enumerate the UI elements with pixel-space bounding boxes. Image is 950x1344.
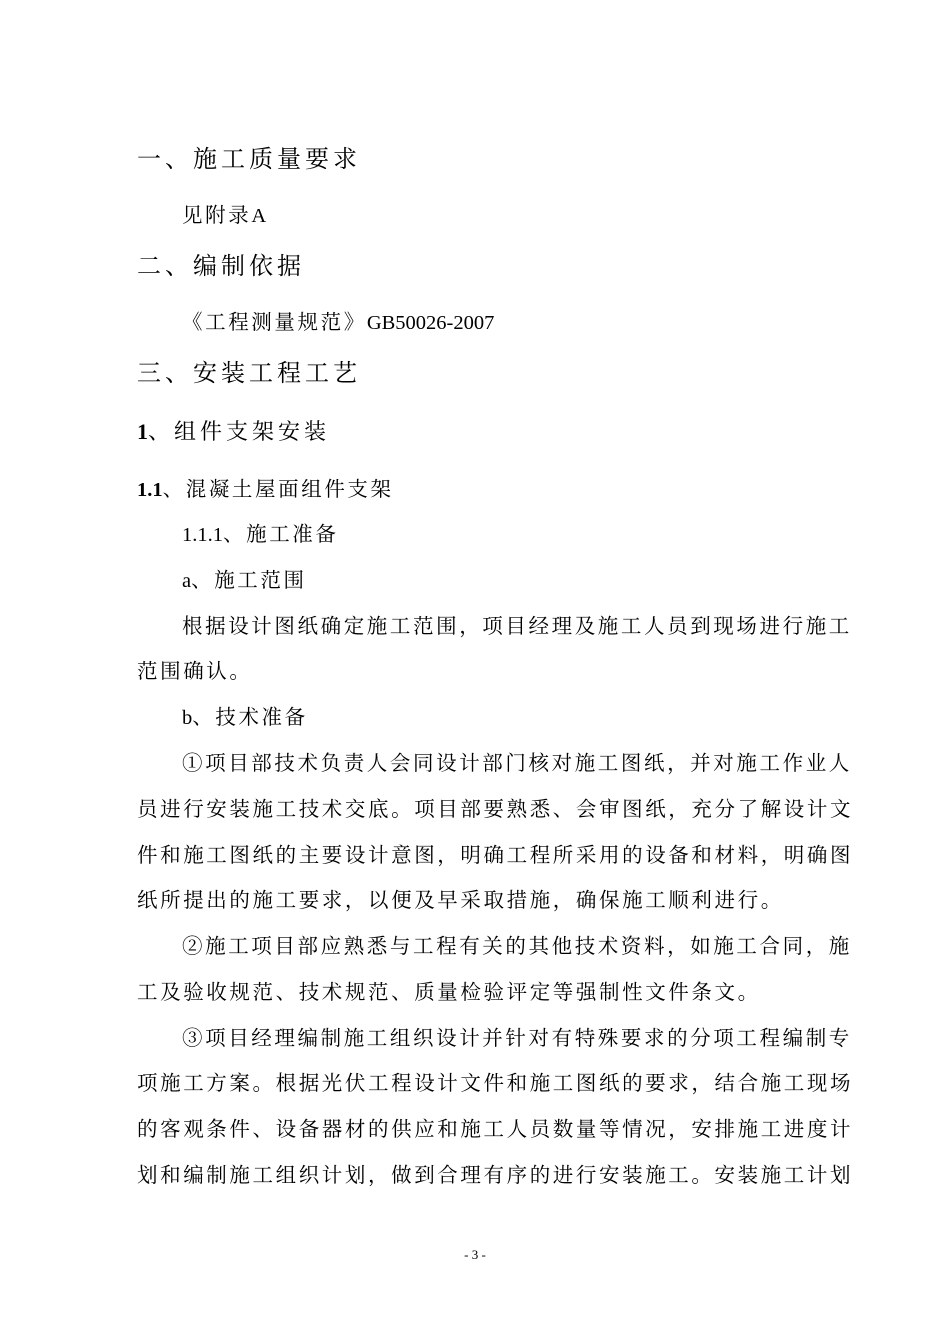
paragraph-a-line: 根据设计图纸确定施工范围，项目经理及施工人员到现场进行施工	[182, 614, 852, 638]
page-number: - 3 -	[464, 1247, 486, 1262]
paragraph-1-line: 纸所提出的施工要求，以便及早采取措施，确保施工顺利进行。	[137, 888, 784, 912]
subsection-1-number: 1	[137, 419, 148, 444]
paragraph-1-line: ①项目部技术负责人会同设计部门核对施工图纸，并对施工作业人	[182, 751, 852, 775]
item-a-heading	[182, 570, 307, 592]
subsection-1-1-text: 、混凝土屋面组件支架	[162, 477, 394, 501]
paragraph-3-line: ③项目经理编制施工组织设计并针对有特殊要求的分项工程编制专	[182, 1026, 852, 1050]
section-1-body-text: 见附录	[182, 203, 252, 227]
section-2-body-code: GB50026-2007	[366, 312, 495, 334]
paragraph-3-line: 项施工方案。根据光伏工程设计文件和施工图纸的要求，结合施工现场	[137, 1071, 854, 1095]
subsection-1-1-heading	[137, 479, 394, 501]
subsection-1-1-1-number: 1.1.1	[182, 524, 223, 546]
paragraph-2-line: 工及验收规范、技术规范、质量检验评定等强制性文件条文。	[137, 980, 761, 1004]
subsection-1-1-number: 1.1	[137, 479, 163, 501]
section-2-heading: 二、编制依据	[137, 252, 305, 280]
item-b-text: 、技术准备	[192, 705, 308, 729]
paragraph-3-line: 的客观条件、设备器材的供应和施工人员数量等情况，安排施工进度计	[137, 1117, 854, 1141]
subsection-1-1-1-heading	[182, 524, 339, 546]
section-1-heading: 一、施工质量要求	[137, 145, 361, 173]
section-2-body	[182, 312, 494, 334]
section-1-body	[182, 205, 266, 227]
paragraph-3-line: 划和编制施工组织计划，做到合理有序的进行安装施工。安装施工计划	[137, 1163, 854, 1187]
subsection-1-1-1-text: 、施工准备	[223, 522, 339, 546]
section-1-body-letter: A	[251, 205, 267, 227]
paragraph-a-line: 范围确认。	[137, 659, 253, 683]
item-a-text: 、施工范围	[191, 568, 307, 592]
item-b-letter: b	[182, 707, 193, 729]
subsection-1-heading	[137, 421, 330, 444]
item-a-letter: a	[182, 570, 192, 592]
section-3-heading: 三、安装工程工艺	[137, 359, 361, 387]
paragraph-1-line: 员进行安装施工技术交底。项目部要熟悉、会审图纸，充分了解设计文	[137, 797, 854, 821]
item-b-heading	[182, 707, 308, 729]
subsection-1-text: 、组件支架安装	[148, 420, 331, 445]
paragraph-1-line: 件和施工图纸的主要设计意图，明确工程所采用的设备和材料，明确图	[137, 843, 854, 867]
paragraph-2-line: ②施工项目部应熟悉与工程有关的其他技术资料，如施工合同，施	[182, 934, 852, 958]
section-2-body-text: 《工程测量规范》	[182, 310, 367, 334]
